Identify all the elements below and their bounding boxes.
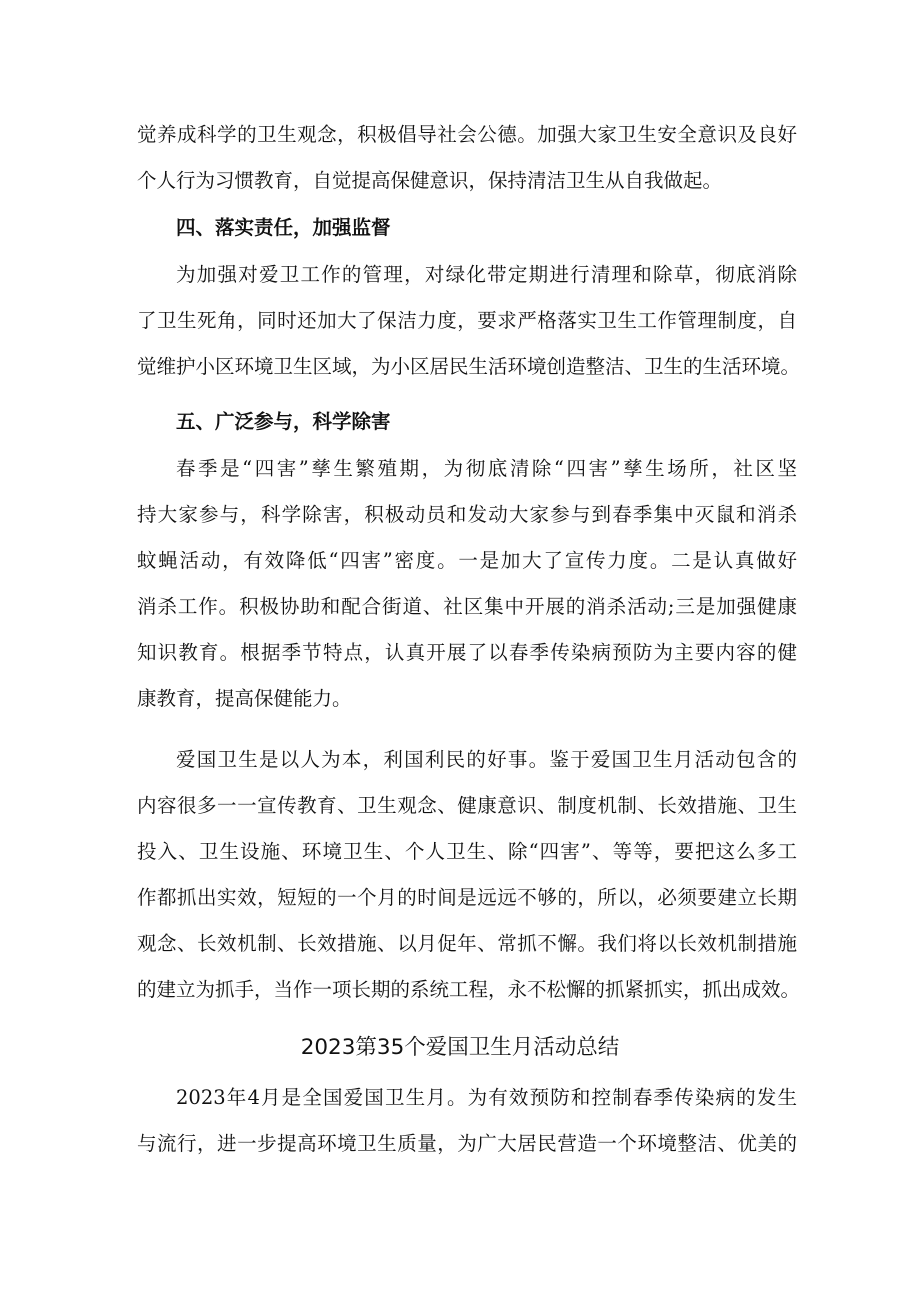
paragraph-line: 春季是“四害”孳生繁殖期，为彻底清除“四害”孳生场所，社区坚 — [176, 457, 797, 480]
paragraph-line: 持大家参与，科学除害，积极动员和发动大家参与到春季集中灭鼠和消杀 — [137, 503, 797, 526]
section-heading-participation: 五、广泛参与，科学除害 — [176, 410, 391, 433]
paragraph-intro — [137, 1075, 797, 1167]
paragraph-line: 蚊蝇活动，有效降低“四害”密度。一是加大了宣传力度。二是认真做好 — [137, 549, 797, 572]
paragraph-line: 的建立为抓手，当作一项长期的系统工程，永不松懈的抓紧抓实，抓出成效。 — [137, 978, 801, 1001]
paragraph-line: 个人行为习惯教育，自觉提高保健意识，保持清洁卫生从自我做起。 — [137, 169, 723, 192]
paragraph-pest-control — [137, 446, 797, 722]
paragraph-line: 与流行，进一步提高环境卫生质量，为广大居民营造一个环境整洁、优美的 — [137, 1132, 797, 1155]
paragraph-line: 知识教育。根据季节特点，认真开展了以春季传染病预防为主要内容的健 — [137, 641, 797, 664]
paragraph-line: 爱国卫生是以人为本，利国利民的好事。鉴于爱国卫生月活动包含的 — [176, 748, 797, 771]
paragraph-line: 觉养成科学的卫生观念，积极倡导社会公德。加强大家卫生安全意识及良好 — [137, 123, 797, 146]
paragraph-hygiene-habits — [137, 112, 797, 204]
paragraph-line: 了卫生死角，同时还加大了保洁力度，要求严格落实卫生工作管理制度，自 — [137, 309, 797, 332]
paragraph-line: 2023年4月是全国爱国卫生月。为有效预防和控制春季传染病的发生 — [176, 1086, 797, 1109]
paragraph-management — [137, 252, 801, 390]
section-heading-responsibility: 四、落实责任，加强监督 — [176, 216, 391, 239]
paragraph-line: 观念、长效机制、长效措施、以月促年、常抓不懈。我们将以长效机制措施 — [137, 932, 797, 955]
document-title: 2023第35个爱国卫生月活动总结 — [300, 1035, 620, 1060]
paragraph-line: 投入、卫生设施、环境卫生、个人卫生、除“四害”、等等，要把这么多工 — [137, 840, 797, 863]
paragraph-long-term — [137, 737, 801, 1013]
paragraph-line: 为加强对爱卫工作的管理，对绿化带定期进行清理和除草，彻底消除 — [176, 263, 797, 286]
paragraph-line: 康教育，提高保健能力。 — [137, 687, 352, 710]
paragraph-line: 消杀工作。积极协助和配合街道、社区集中开展的消杀活动;三是加强健康 — [137, 595, 797, 618]
paragraph-line: 内容很多一一宣传教育、卫生观念、健康意识、制度机制、长效措施、卫生 — [137, 794, 797, 817]
paragraph-line: 觉维护小区环境卫生区域，为小区居民生活环境创造整洁、卫生的生活环境。 — [137, 355, 801, 378]
paragraph-line: 作都抓出实效，短短的一个月的时间是远远不够的，所以，必须要建立长期 — [137, 886, 797, 909]
